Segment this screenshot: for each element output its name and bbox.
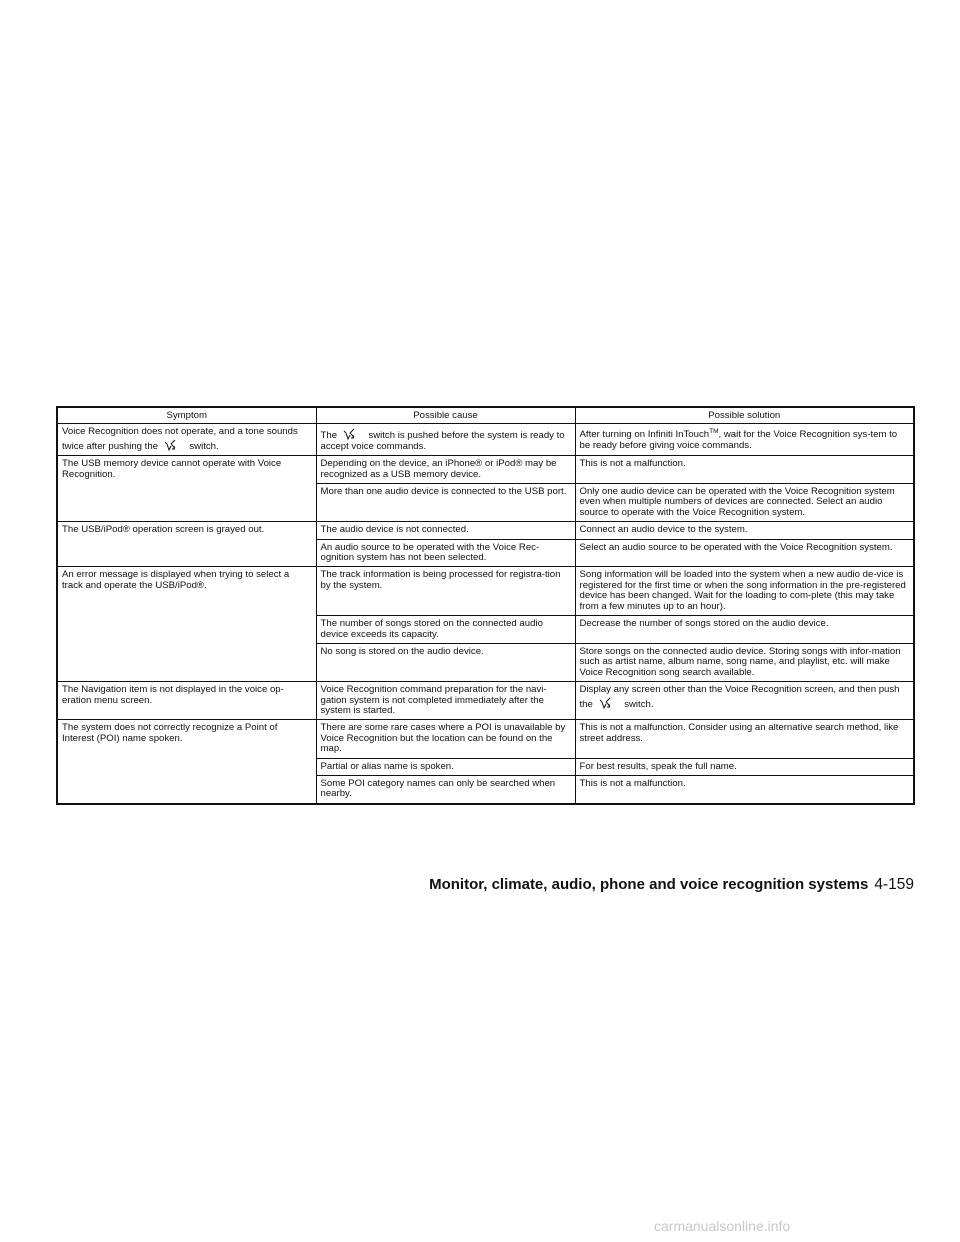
solution-cell: Decrease the number of songs stored on the audio device. bbox=[575, 616, 914, 644]
page-footer bbox=[424, 876, 914, 894]
voice-switch-icon bbox=[340, 427, 366, 441]
cause-text-end: switch is pushed before the system is ready to accept voice commands. bbox=[320, 430, 565, 452]
cause-text: The bbox=[320, 430, 338, 442]
solution-text: Display any screen other than the Voice Recognition screen, and then push the bbox=[579, 684, 900, 710]
cause-cell: The track information is being processed for registra-tion by the system. bbox=[316, 567, 575, 616]
page-number: 4-159 bbox=[874, 876, 914, 893]
solution-text-end: , wait for the Voice Recognition sys-tem to be ready before giving voice commands. bbox=[579, 429, 898, 451]
cause-cell: The audio device is not connected. bbox=[316, 522, 575, 539]
symptom-cell: The system does not correctly recognize a Point of Interest (POI) name spoken. bbox=[57, 720, 316, 804]
table-row bbox=[57, 424, 914, 456]
solution-cell: This is not a malfunction. Consider using an alternative search method, like street address. bbox=[575, 720, 914, 758]
watermark-logo: carmanualsonline.info bbox=[654, 1218, 791, 1234]
table-row bbox=[57, 720, 914, 758]
cause-cell: Depending on the device, an iPhone® or iPod® may be recognized as a USB memory device. bbox=[316, 456, 575, 484]
solution-cell: Connect an audio device to the system. bbox=[575, 522, 914, 539]
table-row bbox=[57, 456, 914, 484]
solution-cell: This is not a malfunction. bbox=[575, 775, 914, 803]
solution-cell bbox=[575, 424, 914, 456]
cause-cell: More than one audio device is connected to the USB port. bbox=[316, 484, 575, 522]
symptom-cell: The USB/iPod® operation screen is grayed out. bbox=[57, 522, 316, 567]
cause-cell: No song is stored on the audio device. bbox=[316, 643, 575, 681]
voice-switch-icon bbox=[161, 438, 187, 452]
cause-cell: An audio source to be operated with the Voice Rec-ognition system has not been selected. bbox=[316, 539, 575, 567]
table-row bbox=[57, 682, 914, 720]
troubleshooting-table bbox=[56, 406, 915, 805]
voice-switch-icon bbox=[596, 696, 622, 710]
symptom-cell: The USB memory device cannot operate with Voice Recognition. bbox=[57, 456, 316, 522]
solution-cell: Store songs on the connected audio device. Storing songs with infor-mation such as artist name, album name, song name, and playlist, etc. will make Voice Recognition song search available. bbox=[575, 643, 914, 681]
section-title: Monitor, climate, audio, phone and voice recognition systems bbox=[429, 876, 869, 893]
table-row bbox=[57, 522, 914, 539]
solution-text: After turning on Infiniti InTouch bbox=[579, 429, 710, 441]
cause-cell: Partial or alias name is spoken. bbox=[316, 758, 575, 775]
cause-cell: There are some rare cases where a POI is unavailable by Voice Recognition but the location can be found on the map. bbox=[316, 720, 575, 758]
cause-cell: Voice Recognition command preparation for the navi-gation system is not completed immediately after the system is started. bbox=[316, 682, 575, 720]
header-symptom: Symptom bbox=[57, 407, 316, 424]
cause-cell: Some POI category names can only be searched when nearby. bbox=[316, 775, 575, 803]
symptom-text-end: switch. bbox=[189, 440, 219, 452]
solution-cell: Only one audio device can be operated with the Voice Recognition system even when multiple numbers of devices are connected. Select an audio source to operate with the Voice Recognition system. bbox=[575, 484, 914, 522]
trademark-mark: TM bbox=[709, 428, 719, 436]
table-header-row bbox=[57, 407, 914, 424]
solution-text-end: switch. bbox=[624, 698, 654, 710]
cause-cell bbox=[316, 424, 575, 456]
solution-cell: This is not a malfunction. bbox=[575, 456, 914, 484]
symptom-cell: An error message is displayed when trying to select a track and operate the USB/iPod®. bbox=[57, 567, 316, 682]
header-possible-solution: Possible solution bbox=[575, 407, 914, 424]
table-row bbox=[57, 567, 914, 616]
header-possible-cause: Possible cause bbox=[316, 407, 575, 424]
cause-cell: The number of songs stored on the connected audio device exceeds its capacity. bbox=[316, 616, 575, 644]
symptom-cell bbox=[57, 424, 316, 456]
symptom-text: Voice Recognition does not operate, and a tone sounds twice after pushing the bbox=[62, 426, 298, 452]
solution-cell bbox=[575, 682, 914, 720]
solution-cell: Song information will be loaded into the system when a new audio de-vice is registered for the first time or when the song information in the pre-registered device has been changed. Wait for the loading to com-plete (this may take from a few minutes up to an hour). bbox=[575, 567, 914, 616]
solution-cell: Select an audio source to be operated with the Voice Recognition system. bbox=[575, 539, 914, 567]
symptom-cell: The Navigation item is not displayed in the voice op-eration menu screen. bbox=[57, 682, 316, 720]
solution-cell: For best results, speak the full name. bbox=[575, 758, 914, 775]
